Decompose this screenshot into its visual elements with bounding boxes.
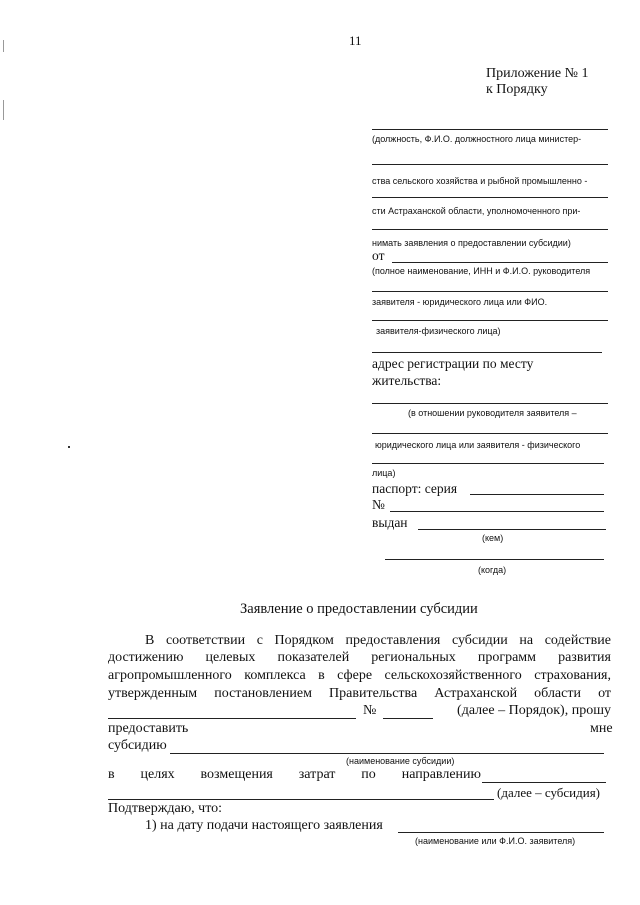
addressee-caption: нимать заявления о предоставлении субсидии) xyxy=(372,238,571,248)
address-line xyxy=(372,463,604,464)
confirm-label: Подтверждаю, что: xyxy=(108,801,223,816)
from-label: от xyxy=(372,248,385,263)
applicant-name-line xyxy=(398,832,604,833)
addressee-line xyxy=(372,197,608,198)
subsidy-caption: (наименование субсидии) xyxy=(346,756,455,766)
sender-line xyxy=(372,320,608,321)
passport-number-label: № xyxy=(372,497,385,512)
issued-by-caption: (кем) xyxy=(482,533,504,543)
sender-line xyxy=(372,291,608,292)
scan-mark xyxy=(3,100,4,120)
passport-date-line xyxy=(385,559,604,560)
subsidy-name-line xyxy=(170,753,604,754)
document-title: Заявление о предоставлении субсидии xyxy=(240,601,478,617)
passport-series-line xyxy=(470,494,604,495)
sender-caption: заявителя-физического лица) xyxy=(376,326,501,336)
addressee-line xyxy=(372,129,608,130)
address-caption: юридического лица или заявителя - физического xyxy=(375,440,581,450)
resolution-date-line xyxy=(108,718,356,719)
sender-caption: заявителя - юридического лица или ФИО. xyxy=(372,297,548,307)
passport-series-label: паспорт: серия xyxy=(372,481,458,496)
page-number: 11 xyxy=(349,33,362,48)
scan-mark xyxy=(68,446,70,448)
subsidy-word: субсидию xyxy=(108,738,167,753)
addressee-caption: сти Астраханской области, уполномоченного при- xyxy=(372,206,581,216)
scan-mark xyxy=(3,40,4,52)
body-line: достижению целевых показателей региональных программ развития xyxy=(108,650,611,665)
address-line xyxy=(372,352,602,353)
applicant-caption: (наименование или Ф.И.О. заявителя) xyxy=(415,836,576,846)
issued-when-caption: (когда) xyxy=(478,565,507,575)
purpose-direction-line xyxy=(482,782,606,783)
appendix-subtitle: к Порядку xyxy=(486,82,548,97)
address-caption: лица) xyxy=(372,468,396,478)
sender-caption: (полное наименование, ИНН и Ф.И.О. руководителя xyxy=(372,266,591,276)
appendix-title: Приложение № 1 xyxy=(486,66,589,81)
passport-issued-label: выдан xyxy=(372,515,408,530)
body-line: утвержденным постановлением Правительства Астраханской области от xyxy=(108,686,611,701)
address-caption: (в отношении руководителя заявителя – xyxy=(408,408,577,418)
purpose-line: в целях возмещения затрат по направлению xyxy=(108,767,481,782)
number-sign: № xyxy=(363,703,377,718)
address-label: жительства: xyxy=(372,373,442,388)
body-line: агропромышленного комплекса в сфере сельскохозяйственного страхования, xyxy=(108,668,611,683)
passport-issued-line xyxy=(418,529,606,530)
resolution-number-line xyxy=(383,718,433,719)
address-line xyxy=(372,433,608,434)
item-1: 1) на дату подачи настоящего заявления xyxy=(145,818,383,833)
addressee-line xyxy=(372,229,608,230)
addressee-caption: (должность, Ф.И.О. должностного лица министер- xyxy=(372,134,582,144)
body-line: В соответствии с Порядком предоставления субсидии на содействие xyxy=(145,633,611,648)
address-label: адрес регистрации по месту xyxy=(372,356,534,371)
order-reference: (далее – Порядок), прошу xyxy=(457,703,611,718)
grant-word: предоставить xyxy=(108,721,189,736)
addressee-caption: ства сельского хозяйства и рыбной промышленно - xyxy=(372,176,588,186)
sender-line xyxy=(392,262,608,263)
address-line xyxy=(372,403,608,404)
passport-number-line xyxy=(390,511,604,512)
purpose-continuation-line xyxy=(108,799,494,800)
further-subsidy: (далее – субсидия) xyxy=(497,785,601,800)
me-word: мне xyxy=(590,721,613,736)
addressee-line xyxy=(372,164,608,165)
